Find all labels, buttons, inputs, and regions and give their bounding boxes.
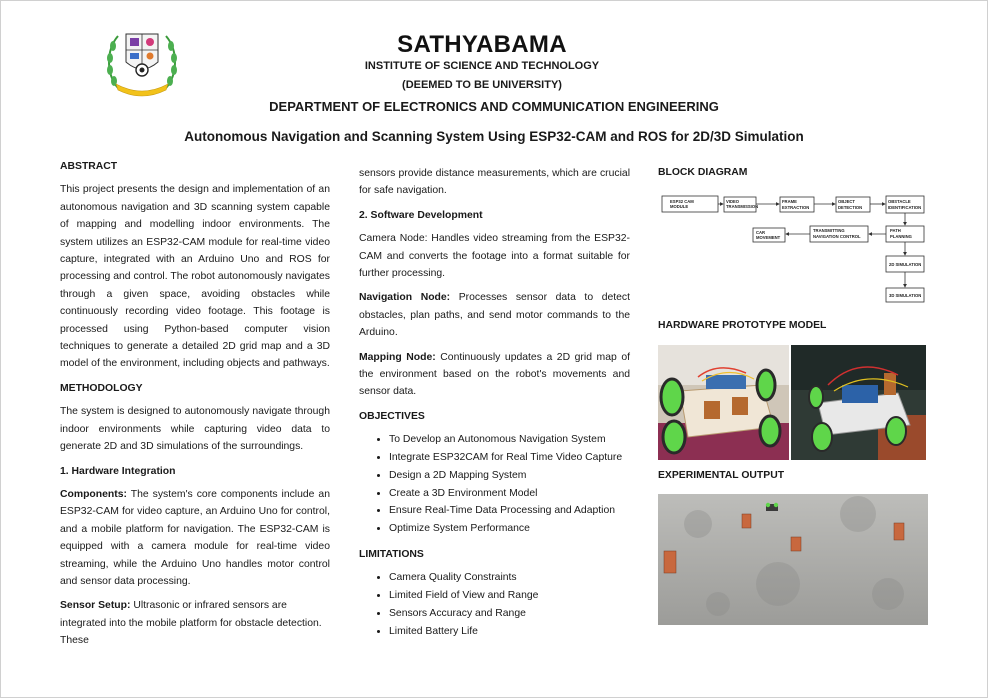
institute-line: INSTITUTE OF SCIENCE AND TECHNOLOGY [364, 60, 600, 72]
navigation-node-paragraph [359, 289, 630, 341]
list-item: • Optimize System Performance [389, 520, 630, 538]
list-item: • Create a 3D Environment Model [389, 485, 630, 503]
block-label: VIDEO [726, 199, 740, 204]
block-label: FRAME [782, 199, 797, 204]
sensor-paragraph [60, 597, 330, 649]
university-name: SATHYABAMA [397, 31, 567, 58]
block-label: 2D SIMULATION [889, 262, 922, 267]
components-paragraph [60, 486, 330, 590]
block-label: MODULE [670, 204, 689, 209]
list-item: • Integrate ESP32CAM for Real Time Video Capture [389, 449, 630, 467]
experimental-output-heading: EXPERIMENTAL OUTPUT [658, 470, 785, 481]
diagram-arrows [718, 204, 905, 287]
prototype-photo-left [658, 345, 789, 460]
abstract-text: This project presents the design and implementation of an autonomous navigation and 3D scanning system capable of mapping and modelling indoor environments. The system utilizes an ESP32-CAM module for real-time video capture, integrated with an Arduino Uno and ROS for processing and control. The robot autonomously navigates through a given space, avoiding obstacles while continuously recording video footage. This footage is processed using Python-based computer vision techniques to generate a detailed 2D grid map and a 3D model of the environment, including objects and pathways. [60, 184, 330, 370]
objectives-heading: OBJECTIVES [359, 410, 425, 422]
block-label: OBJECT [838, 199, 855, 204]
list-item: • Camera Quality Constraints [389, 569, 630, 587]
prototype-photo-right [791, 345, 926, 460]
column-1 [60, 158, 330, 657]
hardware-prototype-heading: HARDWARE PROTOTYPE MODEL [658, 320, 827, 331]
mapping-node-label: Mapping Node: [359, 351, 436, 363]
list-item: • Ensure Real-Time Data Processing and Adaption [389, 502, 630, 520]
hardware-prototype-photos [658, 345, 926, 460]
block-diagram [660, 192, 928, 308]
block-label: PLANNING [890, 234, 912, 239]
block-label: IDENTIFICATION [888, 205, 922, 210]
list-item: • To Develop an Autonomous Navigation System [389, 431, 630, 449]
project-title: Autonomous Navigation and Scanning System Using ESP32-CAM and ROS for 2D/3D Simulation [184, 129, 804, 144]
deemed-line: (DEEMED TO BE UNIVERSITY) [402, 79, 562, 91]
mapping-node-text: Continuously updates a 2D grid map of the environment based on the robot's movements and sensor data. [359, 351, 630, 398]
block-label: NAVIGATION CONTROL [813, 234, 861, 239]
hardware-integration-heading: 1. Hardware Integration [60, 465, 176, 477]
navigation-node-label: Navigation Node: [359, 292, 451, 304]
list-item: • Limited Field of View and Range [389, 587, 630, 605]
block-label: TRANSMISSION [726, 204, 759, 209]
mapping-node-paragraph [359, 349, 630, 401]
column-2 [359, 165, 630, 647]
block-label: ESP32 CAM [670, 199, 694, 204]
block-label: OBSTACLE [888, 199, 911, 204]
objectives-list [359, 431, 630, 538]
list-item: • Design a 2D Mapping System [389, 467, 630, 485]
diagram-blocks [662, 196, 924, 302]
limitations-heading: LIMITATIONS [359, 549, 424, 561]
block-label: PATH [890, 228, 901, 233]
list-item: • Sensors Accuracy and Range [389, 605, 630, 623]
list-item: • Limited Battery Life [389, 623, 630, 641]
methodology-intro: The system is designed to autonomously navigate through indoor environments while capturing video data to generate 2D and 3D simulations of the surroundings. [60, 406, 330, 453]
block-label: EXTRACTION [782, 205, 810, 210]
block-label: CAR [756, 230, 766, 235]
components-label: Components: [60, 488, 127, 500]
experimental-output-photo [658, 494, 928, 625]
camera-node-paragraph: Camera Node: Handles video streaming from the ESP32-CAM and converts the footage into a format suitable for further processing. [359, 233, 630, 280]
sensor-label: Sensor Setup: [60, 600, 131, 612]
navigation-node-text: Processes sensor data to detect obstacles, plan paths, and send motor commands to the Arduino. [359, 292, 630, 339]
block-label: 3D SIMULATION [889, 293, 922, 298]
block-label: MOVEMENT [756, 235, 781, 240]
limitations-list [359, 569, 630, 640]
block-label: DETECTION [838, 205, 863, 210]
methodology-heading: METHODOLOGY [60, 382, 143, 394]
department-title: DEPARTMENT OF ELECTRONICS AND COMMUNICATION ENGINEERING [269, 99, 719, 114]
abstract-heading: ABSTRACT [60, 161, 118, 172]
sensor-continued: sensors provide distance measurements, which are crucial for safe navigation. [359, 168, 630, 197]
sensor-text: Ultrasonic or infrared sensors are integrated into the mobile platform for obstacle detection. These [60, 600, 322, 647]
block-label: TRANSMITTING [813, 228, 845, 233]
components-text: The system's core components include an ESP32-CAM for video capture, an Arduino Uno for control, and a mobile platform for navigation. The ESP32-CAM is equipped with a camera module for real-time video streaming, while the Arduino Uno handles motor control and sensor data processing. [60, 488, 330, 587]
block-diagram-heading: BLOCK DIAGRAM [658, 167, 748, 178]
software-heading: 2. Software Development [359, 209, 483, 221]
